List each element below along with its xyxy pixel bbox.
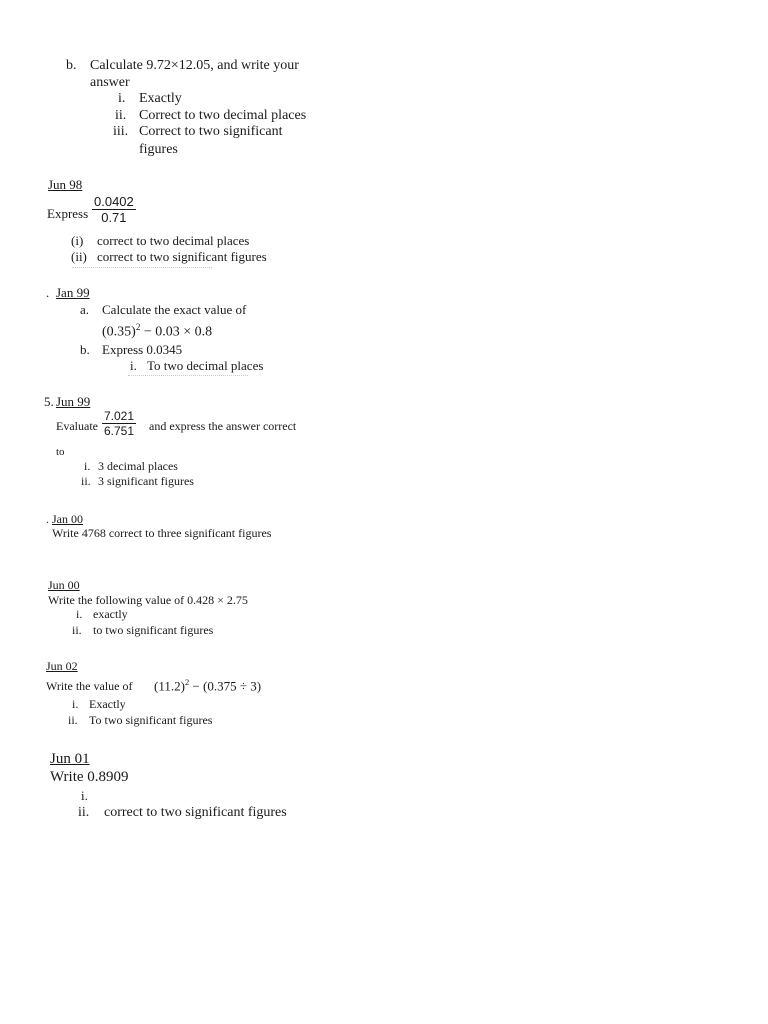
item-text: Write 0.8909 bbox=[50, 769, 129, 785]
fraction-numerator: 7.021 bbox=[104, 409, 135, 423]
fraction bbox=[92, 194, 136, 225]
item-number: i. bbox=[81, 788, 88, 803]
item-number: iii. bbox=[113, 124, 129, 139]
item-text: figures bbox=[139, 142, 178, 157]
question-prefix: . bbox=[46, 285, 50, 300]
item-text: 3 decimal places bbox=[98, 459, 178, 473]
item-text: 3 significant figures bbox=[98, 474, 194, 488]
question-label: b. bbox=[66, 58, 77, 73]
section-heading: Jun 98 bbox=[48, 177, 83, 192]
math-expression: $(11.2)^2 - (0.375 \div 3)$ bbox=[154, 677, 262, 694]
fraction-denominator: 6.751 bbox=[104, 424, 135, 438]
item-text: correct to two decimal places bbox=[97, 233, 250, 248]
question-prefix: 5. bbox=[44, 394, 54, 409]
item-number: i. bbox=[76, 607, 83, 621]
fraction bbox=[102, 409, 136, 438]
item-number: (i) bbox=[71, 233, 84, 248]
item-text: Calculate the exact value of bbox=[102, 302, 247, 317]
item-number: ii. bbox=[72, 623, 82, 637]
clipped-line bbox=[128, 375, 248, 379]
question-prefix: . bbox=[46, 512, 49, 526]
item-label: b. bbox=[80, 342, 90, 357]
item-number: ii. bbox=[115, 108, 127, 123]
item-text: to two significant figures bbox=[93, 623, 214, 637]
item-text: Exactly bbox=[139, 91, 182, 106]
express-label: Express bbox=[47, 206, 89, 221]
item-text: to bbox=[56, 446, 65, 458]
clipped-line bbox=[72, 267, 212, 271]
item-text: Write 4768 correct to three significant figures bbox=[52, 526, 272, 540]
item-text: correct to two significant figures bbox=[97, 249, 267, 264]
item-text: correct to two significant figures bbox=[104, 805, 287, 820]
item-number: (ii) bbox=[71, 249, 87, 264]
evaluate-label: Evaluate bbox=[56, 419, 98, 433]
item-number: ii. bbox=[81, 474, 91, 488]
item-text: and express the answer correct bbox=[149, 419, 297, 433]
item-text: To two significant figures bbox=[89, 713, 213, 727]
item-text: exactly bbox=[93, 607, 128, 621]
fraction-denominator: 0.71 bbox=[101, 210, 127, 225]
item-text: Express 0.0345 bbox=[102, 342, 183, 357]
section-heading: Jun 02 bbox=[46, 659, 78, 673]
question-text: Calculate 9.72×12.05, and write your bbox=[90, 58, 299, 73]
section-heading: Jan 00 bbox=[52, 512, 83, 526]
item-number: i. bbox=[72, 697, 79, 711]
item-label: a. bbox=[80, 302, 90, 317]
item-number: ii. bbox=[68, 713, 78, 727]
section-heading: Jun 01 bbox=[50, 751, 90, 767]
section-heading: Jun 99 bbox=[56, 394, 91, 409]
item-text: To two decimal places bbox=[147, 358, 264, 373]
section-heading: Jan 99 bbox=[56, 285, 90, 300]
item-number: i. bbox=[130, 358, 137, 373]
item-number: i. bbox=[84, 459, 91, 473]
question-text: answer bbox=[90, 75, 130, 90]
item-text: Exactly bbox=[89, 697, 126, 711]
section-heading: Jun 00 bbox=[48, 578, 80, 592]
item-text: Correct to two significant bbox=[139, 124, 283, 139]
fraction-numerator: 0.0402 bbox=[94, 194, 134, 209]
item-text: Write the following value of 0.428 × 2.75 bbox=[48, 593, 248, 607]
item-text: Write the value of bbox=[46, 679, 133, 693]
math-expression: $(0.35)^2 - 0.03 \times 0.8$ bbox=[102, 322, 213, 340]
item-number: ii. bbox=[78, 805, 90, 820]
item-text: Correct to two decimal places bbox=[139, 108, 307, 123]
item-number: i. bbox=[118, 91, 126, 106]
